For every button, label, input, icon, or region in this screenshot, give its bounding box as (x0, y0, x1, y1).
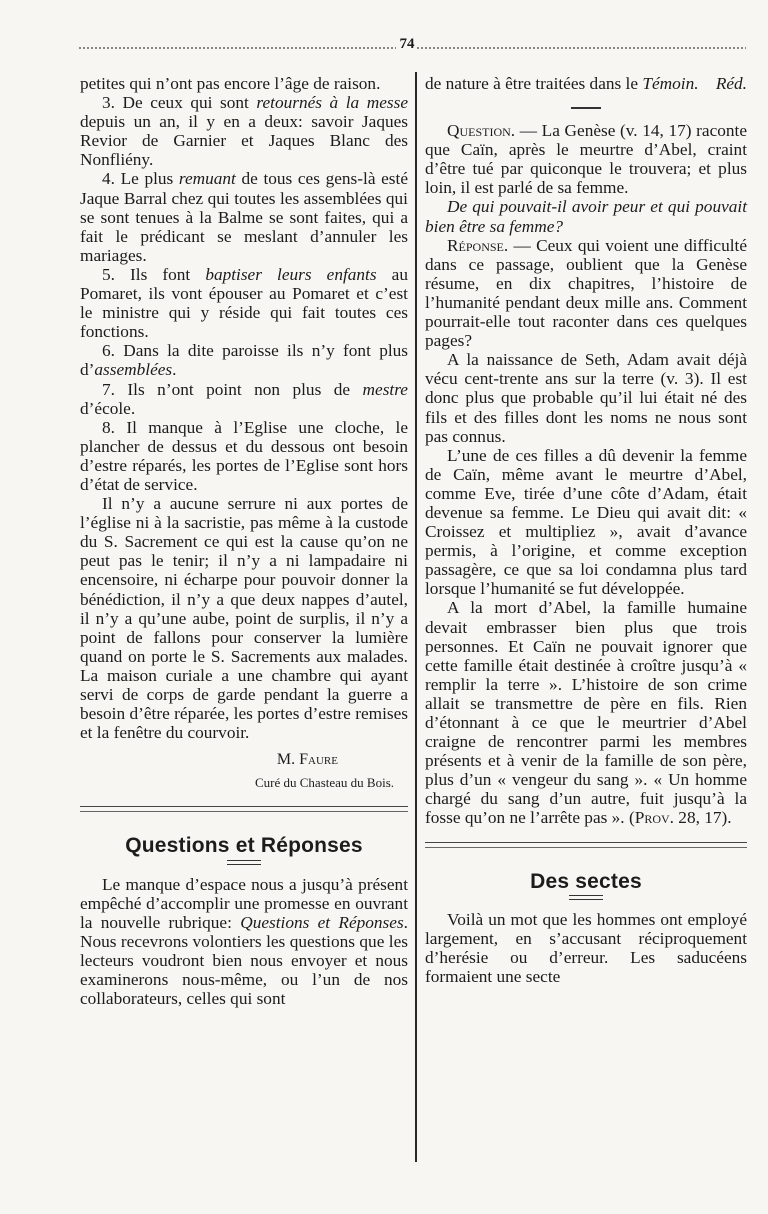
text: 3. De ceux qui sont (102, 93, 249, 113)
answer-paragraph (425, 236, 747, 351)
text: — La Genèse (v. 14, 17) raconte que Caïn, après le meurtre d’Abel, craint d’être tué par quiconque le trouvera; et plus loin, il est parlé de sa femme. (425, 121, 747, 198)
text: 4. Le plus (102, 169, 174, 189)
scripture-ref: Prov. (634, 808, 674, 828)
italic-text: Témoin. (642, 74, 699, 93)
title-ornament (227, 860, 261, 865)
paragraph: Il n’y a aucune serrure ni aux portes de l’église ni à la sacristie, pas même à la custode du S. Sacrement ce qui est la cause qu’on ne peut pas le tenir; il n’y a ni lampadaire ni encensoire, ni écharpe pour pouvoir donner la bénédiction, il n’y a que deux nappes d’autel, il n’y a qu’une aube, point de surplis, il n’y a point de fallons pour conserver la lumière quand on porte le S. Sacrements aux malades. La maison curiale a une chambre qui ayant servi de corps de garde pendant la guerre a besoin d’être réparée, les portes d’estre remises et la fenêtre du courvoir. (80, 494, 408, 743)
ornament-dash (571, 107, 601, 109)
editor-sign (716, 74, 747, 93)
paragraph-item-6 (80, 341, 408, 379)
paragraph-item-4 (80, 169, 408, 264)
text: 6. Dans la dite paroisse ils n’y font plus d’ (80, 341, 408, 380)
question-paragraph (425, 121, 747, 197)
section-title: Des sectes (530, 869, 642, 893)
column-divider (415, 72, 417, 1162)
text: . Nous recevrons volontiers les questions que les lecteurs voudront bien nous envoyer et nous examinerons nous-même, ou l’un de nos collaborateurs, celles qui sont (80, 912, 408, 1009)
paragraph-item-8: 8. Il manque à l’Eglise une cloche, le plancher de dessus et du dessous ont besoin d’estre réparés, les portes de l’Eglise sont hors d’état de service. (80, 417, 408, 494)
italic-text: remuant (178, 169, 236, 189)
paragraph-item-7 (80, 380, 408, 418)
question-italic (425, 197, 747, 235)
italic-text: retournés à la messe (256, 93, 408, 113)
answer-label: Réponse. (447, 235, 509, 255)
paragraph (80, 875, 408, 1009)
section-divider (80, 806, 408, 812)
text: 28, 17). (673, 808, 732, 828)
editor-sign-text: Réd. (715, 74, 747, 93)
question-label: Question. (447, 121, 516, 141)
paragraph-item-5 (80, 265, 408, 341)
signature-role: Curé du Chasteau du Bois. (254, 775, 394, 791)
header-rule-left (78, 46, 396, 50)
italic-text: De qui pouvait-il avoir peur et qui pouvait bien être sa femme? (425, 197, 747, 236)
section-title: Questions et Réponses (125, 834, 363, 858)
text: 5. Ils font (102, 264, 191, 284)
paragraph (425, 598, 747, 827)
text: . (172, 360, 177, 380)
text: depuis un an, il y en a deux: savoir Jaques Revior de Garnier et Jaques Blanc des Nonfliény. (80, 112, 408, 170)
text: de nature à être traitées dans le (425, 74, 639, 93)
paragraph: petites qui n’ont pas encore l’âge de raison. (80, 74, 381, 93)
paragraph (425, 74, 747, 93)
right-column (425, 74, 747, 986)
text: de tous ces gens-là esté Jaque Barral chez qui toutes les assemblées qui se sont tenues à la Balme se sont faites, qui a fait le prédicant se meslant d’annuler les mariages. (80, 169, 408, 265)
paragraph: L’une de ces filles a dû devenir la femme de Caïn, même avant le meurtre d’Abel, comme Eve, tirée d’une côte d’Adam, était devenue sa femme. Le Dieu qui avait dit: « Croissez et multipliez », avait d’avance permis, à l’origine, et comme exception passagère, ce que sa loi condamna plus tard lorsque l’humanité se fut développée. (425, 445, 747, 599)
text: A la mort d’Abel, la famille humaine devait embrasser bien plus que trois personnes. Et Caïn ne pouvait ignorer que cette famille était destinée à croître jusqu’à « remplir la terre ». L’histoire de son crime allait se transmettre de père en fils. Rien d’étonnant à ce que le meurtrier d’Abel craigne de rencontrer parmi les membres présents et à venir de la famille de son père, plus d’un « vengeur du sang ». « Un homme chargé du sang d’un autre, fuit jusqu’à la fosse qu’on ne l’arrête pas ». ( (425, 598, 747, 828)
text: Le manque d’espace nous a jusqu’à présent empêché d’accomplir une promesse en ouvrant la nouvelle rubrique: (80, 874, 408, 932)
italic-text: mestre (362, 379, 408, 399)
header-rule-right (416, 46, 746, 50)
italic-text: Questions et Réponses (240, 912, 404, 932)
text: 7. Ils n’ont point non plus de (102, 379, 351, 399)
page-number: 74 (399, 36, 415, 52)
left-column (80, 74, 408, 1008)
page-header (78, 38, 746, 54)
text: au Pomaret, ils vont épouser au Pomaret et c’est le ministre qui y réside qui fait toutes ces fonctions. (80, 264, 408, 342)
italic-text: assemblées (94, 360, 173, 380)
title-ornament (569, 895, 603, 900)
paragraph-item-3 (80, 93, 408, 169)
section-divider (425, 842, 747, 848)
text: — Ceux qui voient une difficulté dans ce passage, oublient que la Genèse résume, en dix chapitres, l’histoire de l’humanité pendant deux mille ans. Comment pourrait-elle tout raconter dans ces quelques pages? (425, 235, 747, 351)
paragraph: A la naissance de Seth, Adam avait déjà vécu cent-trente ans sur la terre (v. 3). Il est donc plus que probable qu’il lui était né des fils et des filles dont les noms ne nous sont pas connus. (425, 350, 747, 446)
italic-text: baptiser leurs enfants (205, 264, 377, 284)
text: d’école. (80, 398, 136, 418)
signature-name: M. Faure (276, 751, 338, 769)
paragraph: Voilà un mot que les hommes ont employé largement, en s’accusant réciproquement d’herésie ou d’erreur. Les saducéens formaient une secte (425, 909, 747, 986)
